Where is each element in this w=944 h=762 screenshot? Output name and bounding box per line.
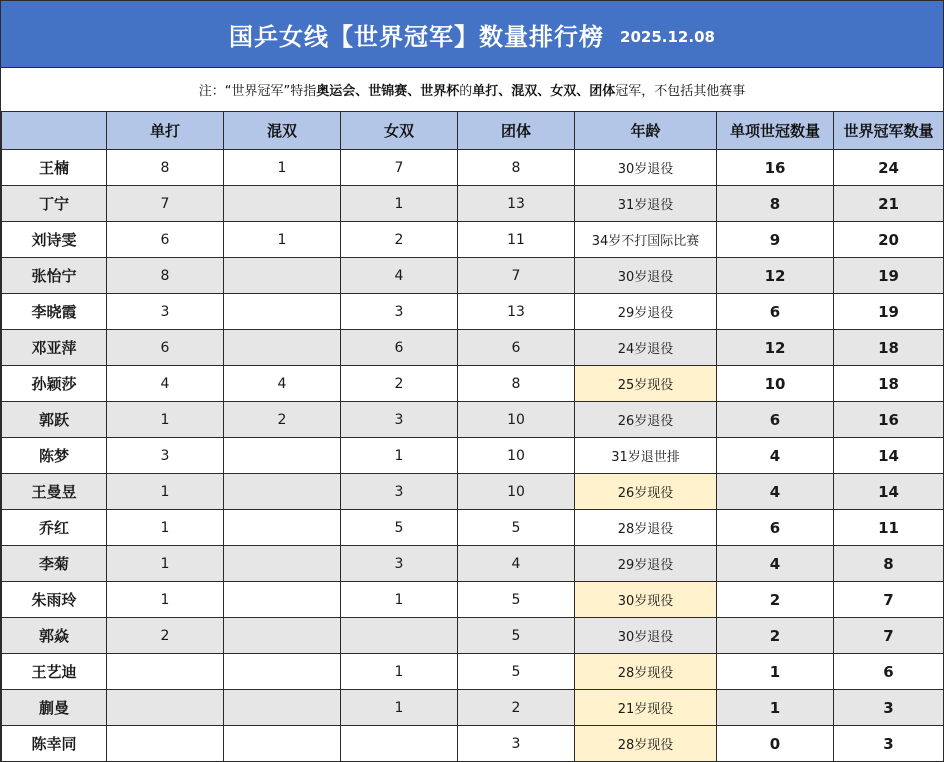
cell-name: 朱雨玲 <box>2 582 107 618</box>
cell-total: 7 <box>834 582 944 618</box>
cell-doubles: 1 <box>341 690 458 726</box>
col-header-name <box>2 112 107 150</box>
cell-name: 孙颖莎 <box>2 366 107 402</box>
cell-mixed <box>224 690 341 726</box>
cell-name: 邓亚萍 <box>2 330 107 366</box>
cell-name: 丁宁 <box>2 186 107 222</box>
cell-team: 6 <box>458 330 575 366</box>
cell-singles: 3 <box>107 294 224 330</box>
cell-singles: 2 <box>107 618 224 654</box>
cell-singles: 4 <box>107 366 224 402</box>
cell-singles: 1 <box>107 546 224 582</box>
cell-age: 30岁退役 <box>575 258 717 294</box>
col-header-total: 世界冠军数量 <box>834 112 944 150</box>
note-prefix: 注：“世界冠军”特指 <box>198 83 317 99</box>
cell-individual: 2 <box>717 618 834 654</box>
table-row <box>2 366 944 402</box>
cell-doubles: 3 <box>341 546 458 582</box>
cell-age: 30岁现役 <box>575 582 717 618</box>
cell-singles <box>107 654 224 690</box>
cell-individual: 4 <box>717 474 834 510</box>
cell-individual: 1 <box>717 690 834 726</box>
cell-team: 3 <box>458 726 575 762</box>
table-row <box>2 150 944 186</box>
cell-singles: 1 <box>107 474 224 510</box>
col-header-doubles: 女双 <box>341 112 458 150</box>
note-events: 奥运会、世锦赛、世界杯 <box>316 83 460 99</box>
table-row <box>2 186 944 222</box>
col-header-individual: 单项世冠数量 <box>717 112 834 150</box>
cell-total: 21 <box>834 186 944 222</box>
cell-doubles: 3 <box>341 474 458 510</box>
cell-singles: 6 <box>107 222 224 258</box>
cell-doubles: 2 <box>341 222 458 258</box>
cell-age: 26岁退役 <box>575 402 717 438</box>
cell-name: 刘诗雯 <box>2 222 107 258</box>
note-middle: 的 <box>459 83 473 99</box>
note-types: 单打、混双、女双、团体 <box>472 83 616 99</box>
table-row <box>2 618 944 654</box>
cell-total: 3 <box>834 690 944 726</box>
table-row <box>2 726 944 762</box>
cell-doubles: 2 <box>341 366 458 402</box>
cell-age: 29岁退役 <box>575 546 717 582</box>
cell-mixed <box>224 582 341 618</box>
cell-individual: 4 <box>717 546 834 582</box>
cell-mixed <box>224 186 341 222</box>
cell-individual: 10 <box>717 366 834 402</box>
cell-total: 18 <box>834 366 944 402</box>
cell-name: 李晓霞 <box>2 294 107 330</box>
cell-singles: 6 <box>107 330 224 366</box>
cell-team: 10 <box>458 474 575 510</box>
cell-age: 25岁现役 <box>575 366 717 402</box>
cell-individual: 0 <box>717 726 834 762</box>
cell-age: 30岁退役 <box>575 150 717 186</box>
cell-team: 5 <box>458 510 575 546</box>
cell-singles: 7 <box>107 186 224 222</box>
cell-mixed <box>224 618 341 654</box>
cell-team: 5 <box>458 582 575 618</box>
cell-total: 3 <box>834 726 944 762</box>
cell-total: 11 <box>834 510 944 546</box>
cell-team: 11 <box>458 222 575 258</box>
cell-doubles: 3 <box>341 402 458 438</box>
cell-doubles <box>341 618 458 654</box>
ranking-table <box>1 111 944 762</box>
table-row <box>2 222 944 258</box>
cell-team: 13 <box>458 294 575 330</box>
cell-name: 郭焱 <box>2 618 107 654</box>
table-header-row <box>2 112 944 150</box>
table-row <box>2 330 944 366</box>
cell-mixed: 4 <box>224 366 341 402</box>
cell-individual: 4 <box>717 438 834 474</box>
cell-team: 5 <box>458 654 575 690</box>
cell-singles: 1 <box>107 510 224 546</box>
cell-name: 王楠 <box>2 150 107 186</box>
cell-individual: 9 <box>717 222 834 258</box>
cell-age: 24岁退役 <box>575 330 717 366</box>
cell-singles: 8 <box>107 150 224 186</box>
note-suffix: 冠军，不包括其他赛事 <box>615 83 746 99</box>
cell-name: 张怡宁 <box>2 258 107 294</box>
cell-mixed <box>224 258 341 294</box>
cell-doubles: 1 <box>341 186 458 222</box>
cell-total: 18 <box>834 330 944 366</box>
cell-mixed <box>224 474 341 510</box>
cell-doubles: 6 <box>341 330 458 366</box>
title-bar <box>1 1 943 68</box>
table-row <box>2 690 944 726</box>
cell-team: 7 <box>458 258 575 294</box>
table-row <box>2 402 944 438</box>
table-row <box>2 546 944 582</box>
table-body <box>2 150 944 762</box>
col-header-singles: 单打 <box>107 112 224 150</box>
page-title: 国乒女线【世界冠军】数量排行榜 <box>229 22 605 51</box>
table-row <box>2 582 944 618</box>
cell-singles: 8 <box>107 258 224 294</box>
cell-individual: 8 <box>717 186 834 222</box>
cell-doubles: 1 <box>341 654 458 690</box>
cell-doubles: 5 <box>341 510 458 546</box>
col-header-team: 团体 <box>458 112 575 150</box>
cell-total: 19 <box>834 294 944 330</box>
cell-individual: 6 <box>717 402 834 438</box>
cell-age: 31岁退役 <box>575 186 717 222</box>
cell-name: 乔红 <box>2 510 107 546</box>
table-row <box>2 510 944 546</box>
cell-singles: 1 <box>107 582 224 618</box>
cell-mixed <box>224 438 341 474</box>
cell-individual: 16 <box>717 150 834 186</box>
table-row <box>2 258 944 294</box>
cell-individual: 2 <box>717 582 834 618</box>
table-row <box>2 654 944 690</box>
cell-total: 7 <box>834 618 944 654</box>
cell-mixed <box>224 294 341 330</box>
cell-singles <box>107 726 224 762</box>
cell-team: 10 <box>458 402 575 438</box>
cell-team: 4 <box>458 546 575 582</box>
col-header-age: 年龄 <box>575 112 717 150</box>
cell-age: 28岁退役 <box>575 510 717 546</box>
cell-age: 29岁退役 <box>575 294 717 330</box>
cell-doubles: 1 <box>341 438 458 474</box>
cell-mixed <box>224 330 341 366</box>
cell-team: 10 <box>458 438 575 474</box>
cell-doubles <box>341 726 458 762</box>
cell-name: 王曼昱 <box>2 474 107 510</box>
cell-name: 李菊 <box>2 546 107 582</box>
cell-age: 28岁现役 <box>575 654 717 690</box>
col-header-mixed: 混双 <box>224 112 341 150</box>
cell-total: 20 <box>834 222 944 258</box>
cell-mixed <box>224 510 341 546</box>
cell-age: 26岁现役 <box>575 474 717 510</box>
cell-name: 王艺迪 <box>2 654 107 690</box>
cell-mixed <box>224 546 341 582</box>
cell-age: 28岁现役 <box>575 726 717 762</box>
cell-individual: 12 <box>717 330 834 366</box>
cell-team: 8 <box>458 366 575 402</box>
cell-name: 郭跃 <box>2 402 107 438</box>
cell-doubles: 1 <box>341 582 458 618</box>
cell-singles: 3 <box>107 438 224 474</box>
cell-team: 5 <box>458 618 575 654</box>
cell-name: 陈梦 <box>2 438 107 474</box>
cell-total: 14 <box>834 474 944 510</box>
cell-age: 30岁退役 <box>575 618 717 654</box>
table-row <box>2 438 944 474</box>
cell-individual: 12 <box>717 258 834 294</box>
cell-mixed: 1 <box>224 150 341 186</box>
table-row <box>2 294 944 330</box>
table-row <box>2 474 944 510</box>
cell-doubles: 7 <box>341 150 458 186</box>
cell-doubles: 3 <box>341 294 458 330</box>
footnote <box>1 68 943 110</box>
cell-total: 8 <box>834 546 944 582</box>
cell-individual: 1 <box>717 654 834 690</box>
cell-individual: 6 <box>717 294 834 330</box>
cell-singles <box>107 690 224 726</box>
cell-age: 31岁退世排 <box>575 438 717 474</box>
cell-age: 21岁现役 <box>575 690 717 726</box>
cell-singles: 1 <box>107 402 224 438</box>
cell-mixed: 2 <box>224 402 341 438</box>
title-date: 2025.12.08 <box>620 28 715 46</box>
cell-total: 14 <box>834 438 944 474</box>
cell-name: 陈幸同 <box>2 726 107 762</box>
cell-total: 16 <box>834 402 944 438</box>
cell-total: 24 <box>834 150 944 186</box>
cell-mixed <box>224 654 341 690</box>
cell-individual: 6 <box>717 510 834 546</box>
cell-team: 8 <box>458 150 575 186</box>
cell-total: 6 <box>834 654 944 690</box>
cell-mixed: 1 <box>224 222 341 258</box>
cell-mixed <box>224 726 341 762</box>
cell-doubles: 4 <box>341 258 458 294</box>
cell-team: 13 <box>458 186 575 222</box>
cell-team: 2 <box>458 690 575 726</box>
cell-name: 蒯曼 <box>2 690 107 726</box>
cell-age: 34岁不打国际比赛 <box>575 222 717 258</box>
cell-total: 19 <box>834 258 944 294</box>
